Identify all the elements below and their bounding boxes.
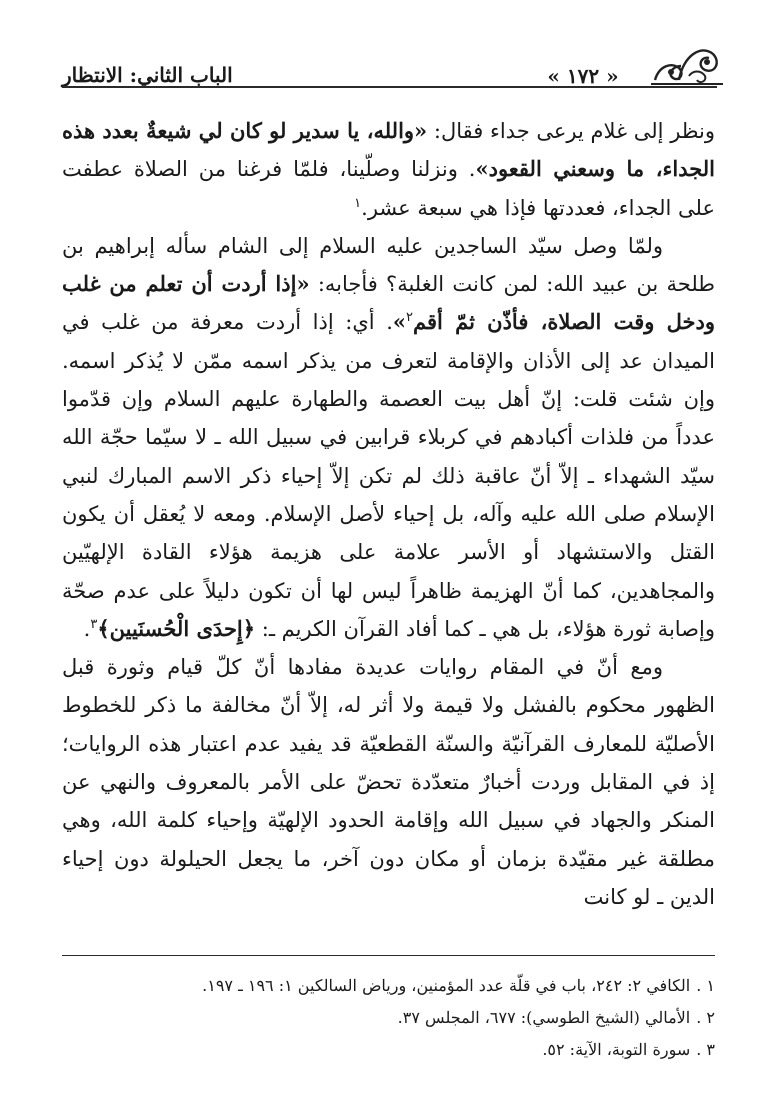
p1-quote: «والله، يا سدير لو كان لي شيعةٌ بعدد هذه الجداء، ما وسعني القعود» bbox=[62, 118, 716, 182]
header-rule bbox=[62, 86, 717, 88]
footnote-rule bbox=[62, 955, 715, 956]
main-text bbox=[62, 112, 715, 916]
p2-text-a: ولمّا وصل سيّد الساجدين عليه السلام إلى الشام سأله إبراهيم بن طلحة بن عبيد الله: لمن كانت الغلبة؟ فأجابه: bbox=[62, 233, 715, 297]
p1-text-b: . ونزلنا وصلّينا، فلمّا فرغنا من الصلاة عطفت على الجداء، فعددتها فإذا هي سبعة عشر. bbox=[62, 157, 715, 220]
footnote-ref-2[interactable]: ٢ bbox=[406, 310, 414, 326]
footnote-text: سورة التوبة، الآية: ٥٢. bbox=[542, 1040, 691, 1059]
footnote-text: الأمالي (الشيخ الطوسي): ٦٧٧، المجلس ٣٧. bbox=[397, 1008, 691, 1027]
p2-text-c: . bbox=[83, 616, 91, 641]
footnote-1 bbox=[62, 970, 715, 1002]
footnote-number: ٢ . bbox=[696, 1008, 715, 1027]
quran-verse: ﴿إِحدَى الْحُسنَيين﴾ bbox=[97, 615, 256, 641]
p2-quote-close: » bbox=[392, 309, 407, 335]
p2-text-b: . أي: إذا أردت معرفة من غلب في الميدان عد إلى الأذان والإقامة لتعرف من يذكر اسمه ممّن لا يُذكر اسمه. وإن شئت قلت: إنّ أهل بيت العصمة والطهارة عليهم السلام وإن قدّموا عدداً من فلذات أكبادهم في كربلاء قرابين في سبيل الله ـ لا سيّما حجّة الله سيّد الشهداء ـ إلاّ أنّ عاقبة ذلك لم تكن إلاّ إحياء ذكر الاسم المبارك لنبي الإسلام صلى الله عليه وآله، بل إحياء لأصل الإسلام. ومعه لا يُعقل أن يكون القتل والاستشهاد أو الأسر علامة على هزيمة هؤلاء القادة الإلهيّين والمجاهدين، كما أنّ الهزيمة ظاهراً ليس لها أن تكون دليلاً على عدم صحّة وإصابة ثورة هؤلاء، بل هي ـ كما أفاد القرآن الكريم ـ: bbox=[62, 310, 715, 641]
footnote-number: ٣ . bbox=[696, 1040, 715, 1059]
p1-text-a: ونظر إلى غلام يرعى جداء فقال: bbox=[427, 119, 715, 143]
footnote-number: ١ . bbox=[696, 976, 715, 995]
footnote-3 bbox=[62, 1034, 715, 1066]
page-header bbox=[62, 36, 717, 88]
footnote-text: الكافي ٢: ٢٤٢، باب في قلّة عدد المؤمنين، ورياض السالكين ١: ١٩٦ ـ ١٩٧. bbox=[202, 976, 691, 995]
running-title: الباب الثاني: الانتظار bbox=[62, 63, 233, 87]
p2-quote: «إذا أردت أن تعلم من غلب ودخل وقت الصلاة، فأذّن ثمّ أقم bbox=[62, 271, 715, 335]
page-number: « ١٧٢ » bbox=[547, 64, 619, 88]
paragraph-1 bbox=[62, 112, 715, 227]
footnote-ref-3[interactable]: ٣ bbox=[90, 616, 98, 632]
footnote-2 bbox=[62, 1002, 715, 1034]
paragraph-3: ومع أنّ في المقام روايات عديدة مفادها أنّ كلّ قيام وثورة قبل الظهور محكوم بالفشل ولا قيمة ولا أثر له، إلاّ أنّ مخالفة ما ذكر للخطوط الأصليّة للمعارف القرآنيّة والسنّة القطعيّة قد يفيد عدم اعتبار هذه الروايات؛ إذ في المقابل وردت أخبارٌ متعدّدة تحضّ على الأمر بالمعروف والنهي عن المنكر والجهاد في سبيل الله وإقامة الحدود الإلهيّة وإحياء كلمة الله، وهي مطلقة غير مقيّدة بزمان أو مكان دون آخر، ما يجعل الحيلولة دون إحياء الدين ـ لو كانت bbox=[62, 655, 715, 909]
paragraph-2 bbox=[62, 227, 715, 648]
footnotes bbox=[62, 970, 715, 1066]
footnote-ref-1[interactable]: ١ bbox=[354, 195, 362, 211]
decorative-flourish-icon bbox=[649, 36, 725, 88]
